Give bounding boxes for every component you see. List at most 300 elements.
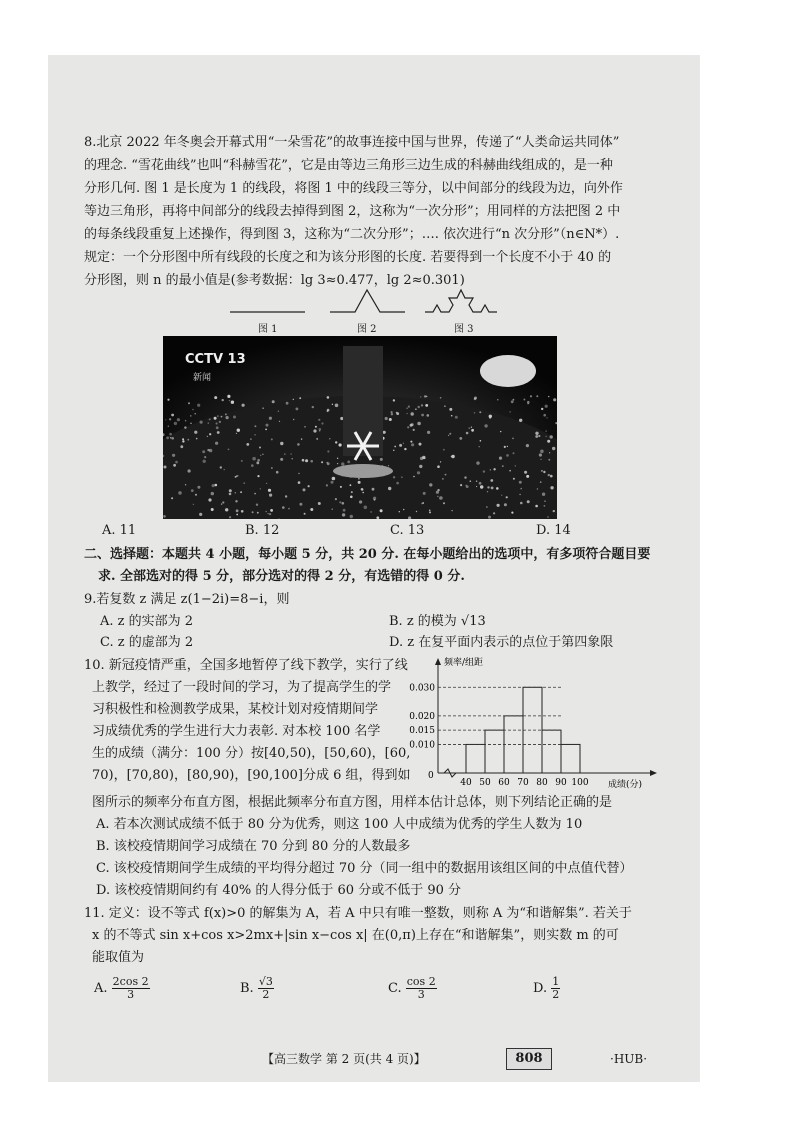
light-dot: [417, 422, 421, 426]
light-dot: [504, 503, 507, 506]
light-dot: [396, 482, 399, 485]
light-dot: [362, 489, 364, 491]
light-dot: [182, 440, 184, 442]
light-dot: [399, 444, 402, 447]
light-dot: [326, 462, 328, 464]
light-dot: [388, 465, 389, 466]
light-dot: [327, 396, 330, 399]
light-dot: [421, 404, 423, 406]
light-dot: [166, 436, 169, 439]
light-dot: [216, 426, 219, 429]
light-dot: [513, 452, 515, 454]
light-dot: [362, 492, 364, 494]
light-dot: [332, 477, 336, 481]
light-dot: [222, 501, 224, 503]
light-dot: [513, 478, 515, 480]
light-dot: [190, 415, 191, 416]
light-dot: [466, 432, 469, 435]
light-dot: [425, 404, 428, 407]
light-dot: [304, 513, 306, 515]
light-dot: [497, 504, 500, 507]
light-dot: [418, 406, 420, 408]
light-dot: [208, 422, 209, 423]
light-dot: [305, 459, 308, 462]
numerator: 1: [552, 975, 560, 988]
light-dot: [188, 469, 191, 472]
light-dot: [546, 417, 547, 418]
light-dot: [500, 431, 501, 432]
light-dot: [469, 428, 470, 429]
light-dot: [476, 481, 477, 482]
light-dot: [169, 418, 171, 420]
light-dot: [262, 454, 263, 455]
x-axis-label: 成绩(分): [608, 780, 643, 790]
denominator: 2: [552, 988, 560, 1001]
light-dot: [193, 504, 194, 505]
light-dot: [399, 511, 400, 512]
light-dot: [501, 495, 502, 496]
light-dot: [241, 460, 243, 462]
light-dot: [304, 426, 306, 428]
paper-code: 808: [506, 1048, 552, 1070]
light-dot: [215, 442, 218, 445]
light-dot: [240, 491, 242, 493]
light-dot: [479, 446, 480, 447]
light-dot: [211, 492, 214, 495]
light-dot: [229, 493, 232, 496]
light-dot: [315, 426, 317, 428]
light-dot: [486, 506, 488, 508]
light-dot: [547, 440, 550, 443]
light-dot: [262, 408, 263, 409]
light-dot: [358, 481, 361, 484]
light-dot: [169, 433, 172, 436]
light-dot: [203, 460, 206, 463]
light-dot: [172, 454, 175, 457]
light-dot: [544, 505, 546, 507]
light-dot: [329, 438, 330, 439]
q8-line: 分形图，则 n 的最小值是(参考数据：lg 3≈0.477，lg 2≈0.301): [84, 273, 465, 288]
option-letter: B.: [240, 981, 254, 996]
fraction: [112, 976, 150, 1001]
light-dot: [257, 459, 260, 462]
light-dot: [271, 438, 273, 440]
light-dot: [474, 412, 476, 414]
light-dot: [178, 491, 182, 495]
light-dot: [278, 411, 279, 412]
light-dot: [535, 435, 538, 438]
light-dot: [175, 461, 178, 464]
fraction: [406, 976, 437, 1001]
light-dot: [406, 408, 407, 409]
light-dot: [530, 395, 532, 397]
light-dot: [321, 422, 323, 424]
histogram-bar: [542, 730, 561, 773]
light-dot: [407, 426, 409, 428]
light-dot: [449, 433, 451, 435]
q10-line: 10. 新冠疫情严重，全国多地暂停了线下教学，实行了线: [84, 658, 408, 673]
light-dot: [209, 418, 211, 420]
option-letter: A.: [94, 981, 108, 996]
light-dot: [350, 484, 352, 486]
x-tick-label: 100: [571, 778, 589, 788]
light-dot: [225, 413, 227, 415]
light-dot: [288, 508, 290, 510]
light-dot: [476, 486, 477, 487]
light-dot: [511, 400, 514, 403]
light-dot: [404, 448, 406, 450]
light-dot: [526, 444, 529, 447]
light-dot: [437, 465, 440, 468]
light-dot: [519, 481, 522, 484]
light-dot: [243, 482, 245, 484]
light-dot: [437, 496, 438, 497]
light-dot: [512, 438, 514, 440]
light-dot: [293, 399, 294, 400]
light-dot: [483, 470, 485, 472]
light-dot: [310, 508, 313, 511]
light-dot: [393, 450, 394, 451]
light-dot: [229, 516, 231, 518]
light-dot: [436, 491, 439, 494]
footer-tag: ·HUB·: [610, 1052, 648, 1066]
light-dot: [545, 436, 546, 437]
light-dot: [341, 462, 344, 465]
y-tick-label: 0.030: [409, 683, 435, 694]
light-dot: [260, 488, 261, 489]
light-dot: [229, 400, 230, 401]
light-dot: [256, 462, 259, 465]
light-dot: [318, 419, 320, 421]
light-dot: [407, 413, 408, 414]
light-dot: [167, 399, 169, 401]
light-dot: [420, 457, 423, 460]
q10-line: 生的成绩（满分：100 分）按[40,50)，[50,60)，[60,: [92, 746, 411, 761]
light-dot: [380, 458, 383, 461]
light-dot: [464, 476, 466, 478]
light-dot: [182, 438, 184, 440]
light-dot: [199, 513, 202, 516]
light-dot: [449, 408, 452, 411]
light-dot: [550, 475, 553, 478]
light-dot: [440, 461, 441, 462]
light-dot: [192, 409, 194, 411]
light-dot: [171, 437, 174, 440]
light-dot: [297, 443, 300, 446]
q8-line: 8.北京 2022 年冬奥会开幕式用“一朵雪花”的故事连接中国与世界，传递了“人类命运共同体”: [84, 135, 620, 150]
light-dot: [257, 475, 259, 477]
light-dot: [252, 457, 256, 461]
light-dot: [252, 511, 254, 513]
light-dot: [332, 404, 333, 405]
light-dot: [225, 508, 228, 511]
light-dot: [327, 410, 329, 412]
figure-2-label: 图 2: [357, 324, 377, 335]
light-dot: [268, 513, 269, 514]
q10-line: 70)，[70,80)，[80,90)，[90,100]分成 6 组，得到如: [92, 768, 411, 783]
light-dot: [502, 465, 504, 467]
light-dot: [511, 512, 513, 514]
light-dot: [335, 498, 337, 500]
light-dot: [312, 406, 314, 408]
light-dot: [372, 488, 375, 491]
light-dot: [266, 483, 267, 484]
light-dot: [370, 511, 371, 512]
light-dot: [350, 496, 353, 499]
light-dot: [451, 455, 454, 458]
koch-figures: [225, 284, 515, 320]
light-dot: [265, 511, 267, 513]
light-dot: [194, 431, 197, 434]
light-dot: [202, 450, 205, 453]
light-dot: [523, 399, 525, 401]
light-dot: [280, 442, 283, 445]
light-dot: [217, 415, 218, 416]
light-dot: [526, 475, 529, 478]
light-dot: [401, 477, 402, 478]
light-dot: [394, 446, 396, 448]
light-dot: [489, 415, 492, 418]
light-dot: [553, 510, 555, 512]
light-dot: [236, 433, 237, 434]
light-dot: [459, 437, 462, 440]
page-footer: 【高三数学 第 2 页(共 4 页)】: [262, 1052, 426, 1066]
light-dot: [237, 429, 240, 432]
q11-option-b: [240, 976, 274, 1001]
light-dot: [417, 471, 420, 474]
light-dot: [452, 510, 453, 511]
light-dot: [271, 467, 273, 469]
light-dot: [215, 484, 218, 487]
light-dot: [173, 464, 176, 467]
q11-line: x 的不等式 sin x+cos x>2mx+|sin x−cos x| 在(0,π)上存在“和谐解集”，则实数 m 的可: [92, 928, 619, 943]
light-dot: [520, 488, 522, 490]
light-dot: [235, 500, 237, 502]
light-dot: [411, 443, 414, 446]
light-dot: [493, 512, 495, 514]
denominator: 3: [417, 988, 425, 1001]
q9-option-b: B. z 的模为 √13: [389, 614, 486, 629]
light-dot: [298, 481, 301, 484]
y-axis-label: 频率/组距: [444, 658, 484, 668]
light-dot: [257, 512, 259, 514]
light-dot: [537, 488, 538, 489]
light-dot: [385, 417, 388, 420]
light-dot: [214, 396, 217, 399]
q10-line: 习积极性和检测教学成果，某校计划对疫情期间学: [92, 702, 379, 717]
histogram-bar: [561, 744, 580, 773]
light-dot: [471, 429, 474, 432]
ceremony-photo: [163, 336, 557, 519]
light-dot: [540, 481, 542, 483]
q10-option-c: C. 该校疫情期间学生成绩的平均得分超过 70 分（同一组中的数据用该组区间的中点值代替）: [96, 861, 633, 876]
section-2-heading: 求. 全部选对的得 5 分，部分选对的得 2 分，有选错的得 0 分.: [98, 569, 465, 584]
light-dot: [504, 446, 506, 448]
light-dot: [219, 421, 221, 423]
light-dot: [256, 504, 258, 506]
light-dot: [440, 397, 442, 399]
light-dot: [411, 412, 414, 415]
light-dot: [209, 433, 211, 435]
light-dot: [342, 502, 345, 505]
light-dot: [335, 404, 339, 408]
light-dot: [549, 452, 550, 453]
light-dot: [235, 492, 236, 493]
light-dot: [164, 466, 167, 469]
light-dot: [241, 510, 244, 513]
light-dot: [413, 476, 415, 478]
light-dot: [185, 484, 186, 485]
x-tick-label: 70: [517, 778, 529, 788]
light-dot: [269, 417, 272, 420]
light-dot: [419, 443, 422, 446]
figure-3-curve: [425, 290, 497, 312]
light-dot: [496, 487, 499, 490]
q9-stem: 9.若复数 z 满足 z(1−2i)=8−i，则: [84, 592, 290, 607]
light-dot: [460, 484, 462, 486]
light-dot: [411, 423, 414, 426]
light-dot: [280, 458, 283, 461]
light-dot: [339, 443, 342, 446]
light-dot: [174, 422, 177, 425]
light-dot: [474, 397, 477, 400]
light-dot: [536, 395, 538, 397]
light-dot: [509, 470, 511, 472]
light-dot: [415, 408, 417, 410]
light-dot: [170, 437, 172, 439]
light-dot: [207, 436, 208, 437]
origin-label: 0: [428, 771, 434, 781]
light-dot: [429, 511, 431, 513]
light-dot: [340, 486, 342, 488]
light-dot: [233, 416, 236, 419]
light-dot: [553, 398, 556, 401]
denominator: 2: [262, 988, 270, 1001]
light-dot: [442, 478, 443, 479]
light-dot: [171, 414, 174, 417]
light-dot: [413, 429, 415, 431]
light-dot: [211, 508, 214, 511]
q8-line: 分形几何. 图 1 是长度为 1 的线段，将图 1 中的线段三等分，以中间部分的线段为边，向外作: [84, 181, 623, 196]
light-dot: [444, 406, 445, 407]
light-dot: [282, 506, 285, 509]
light-dot: [254, 425, 256, 427]
light-dot: [423, 492, 426, 495]
light-dot: [487, 486, 489, 488]
light-dot: [285, 495, 287, 497]
light-dot: [163, 515, 166, 518]
light-dot: [487, 491, 488, 492]
light-dot: [229, 489, 232, 492]
light-dot: [552, 447, 555, 450]
light-dot: [420, 396, 421, 397]
light-dot: [543, 414, 546, 417]
light-dot: [544, 501, 545, 502]
light-dot: [391, 411, 393, 413]
light-dot: [550, 435, 553, 438]
light-dot: [272, 400, 275, 403]
light-dot: [227, 395, 230, 398]
light-dot: [303, 488, 306, 491]
light-dot: [527, 500, 530, 503]
light-dot: [250, 438, 252, 440]
option-letter: C.: [388, 981, 402, 996]
light-dot: [479, 411, 481, 413]
light-dot: [242, 404, 245, 407]
light-dot: [347, 461, 350, 464]
light-dot: [350, 515, 353, 518]
light-dot: [308, 485, 310, 487]
light-dot: [451, 415, 453, 417]
light-dot: [491, 487, 494, 490]
light-dot: [180, 445, 183, 448]
light-dot: [519, 419, 522, 422]
light-dot: [299, 503, 302, 506]
fraction: [551, 976, 560, 1001]
light-dot: [208, 498, 211, 501]
q8-line: 的理念. “雪花曲线”也叫“科赫雪花”，它是由等边三角形三边生成的科赫曲线组成的，是一种: [84, 158, 613, 173]
light-dot: [548, 474, 550, 476]
light-dot: [506, 454, 509, 457]
light-dot: [439, 496, 443, 500]
light-dot: [538, 435, 540, 437]
x-tick-label: 90: [555, 778, 567, 788]
cctv-logo: CCTV 13: [185, 352, 246, 367]
light-dot: [231, 401, 234, 404]
q10-line: 上教学，经过了一段时间的学习，为了提高学生的学: [92, 680, 392, 695]
y-tick-label: 0.020: [409, 711, 435, 722]
x-axis-arrow: [650, 770, 657, 776]
q10-line: 习成绩优秀的学生进行大力表彰. 对本校 100 名学: [92, 724, 381, 739]
light-dot: [421, 414, 424, 417]
light-dot: [535, 432, 538, 435]
q8-option-c: C. 13: [390, 523, 425, 538]
light-dot: [187, 439, 189, 441]
histogram-bar: [466, 744, 485, 773]
light-dot: [246, 443, 249, 446]
light-dot: [359, 500, 362, 503]
light-dot: [259, 447, 261, 449]
light-dot: [321, 461, 323, 463]
light-dot: [216, 422, 218, 424]
light-dot: [548, 459, 550, 461]
figure-2-curve: [330, 290, 405, 312]
light-dot: [254, 493, 256, 495]
q8-line: 的每条线段重复上述操作，得到图 3，这称为“二次分形”；…. 依次进行“n 次分形”（n∈N*）.: [84, 227, 620, 242]
light-dot: [488, 516, 491, 519]
light-dot: [429, 510, 431, 512]
light-dot: [319, 428, 322, 431]
light-dot: [403, 443, 404, 444]
light-dot: [455, 416, 458, 419]
light-dot: [471, 427, 472, 428]
y-axis-arrow: [435, 658, 441, 665]
light-dot: [254, 434, 256, 436]
light-dot: [224, 469, 225, 470]
light-dot: [506, 496, 508, 498]
light-dot: [340, 417, 343, 420]
light-dot: [535, 505, 538, 508]
q8-option-d: D. 14: [536, 523, 571, 538]
light-dot: [298, 473, 299, 474]
figure-3-label: 图 3: [454, 324, 474, 335]
light-dot: [393, 476, 395, 478]
light-dot: [465, 485, 467, 487]
light-dot: [403, 509, 405, 511]
light-dot: [318, 502, 321, 505]
histogram-bar: [485, 730, 504, 773]
option-letter: D.: [533, 981, 548, 996]
